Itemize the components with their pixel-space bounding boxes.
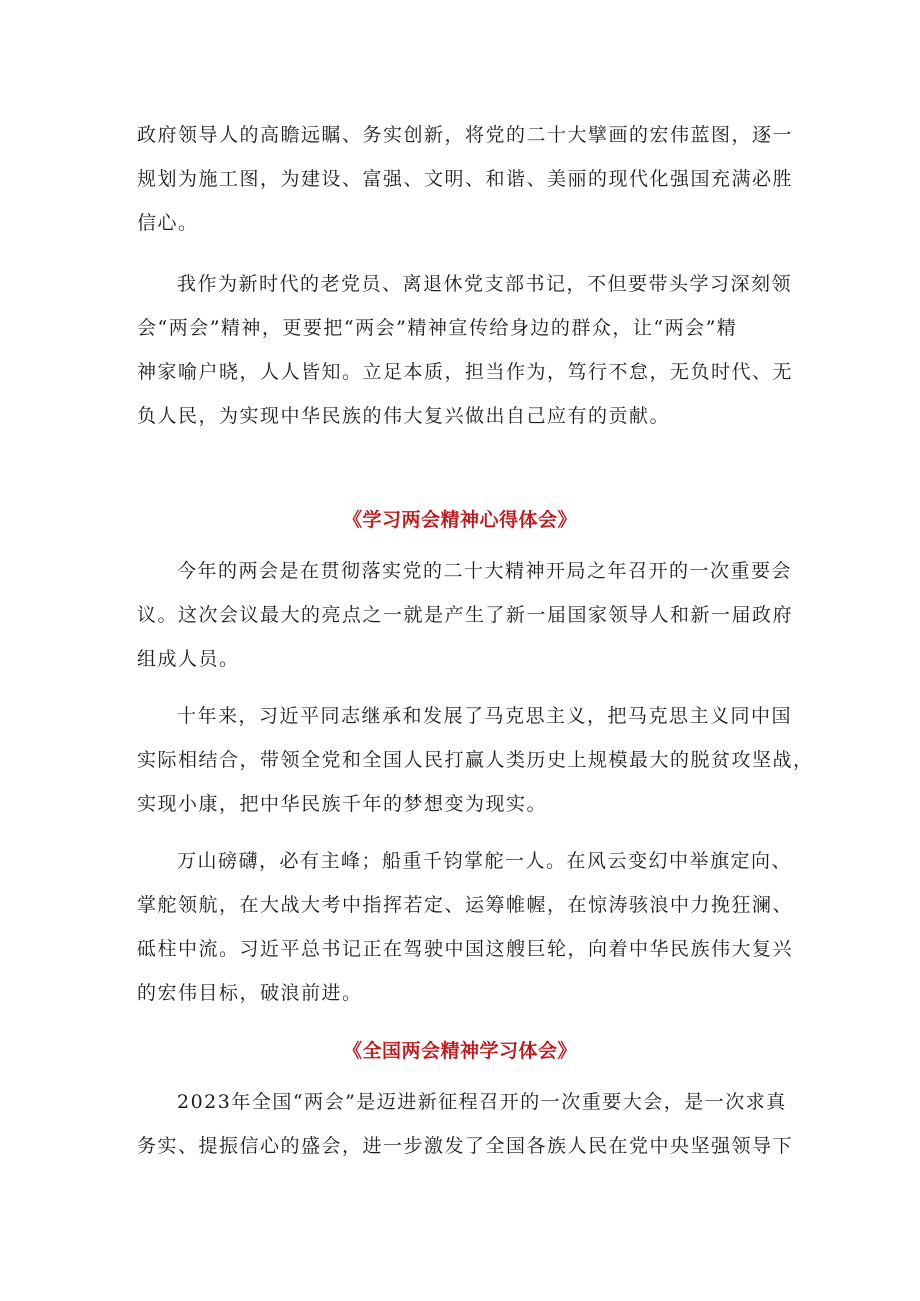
paragraph-2023-sessions (137, 1080, 794, 1168)
text-line: 负人民，为实现中华民族的伟大复兴做出自己应有的贡献。 (137, 405, 671, 427)
text-line: 砥柱中流。习近平总书记正在驾驶中国这艘巨轮，向着中华民族伟大复兴 (137, 938, 794, 960)
section-heading-study-experience: 《学习两会精神心得体会》 (342, 509, 577, 531)
paragraph-continuation (137, 113, 794, 245)
text-line: 组成人员。 (137, 648, 240, 670)
text-line: 我作为新时代的老党员、离退休党支部书记，不但要带头学习深刻领 (177, 273, 793, 295)
text-line: 议。这次会议最大的亮点之一就是产生了新一届国家领导人和新一届政府 (137, 604, 794, 626)
text-line: 掌舵领航，在大战大考中指挥若定、运筹帷幄，在惊涛骇浪中力挽狂澜、 (137, 894, 794, 916)
text-line: 2023年全国“两会”是迈进新征程召开的一次重要大会，是一次求真 (177, 1091, 787, 1113)
text-line: 会“两会”精神，更要把“两会”精神宣传给身边的群众，让“两会”精 (137, 317, 738, 339)
paragraph-ten-years (137, 694, 814, 826)
text-line: 神家喻户晓，人人皆知。立足本质，担当作为，笃行不怠，无负时代、无 (137, 361, 794, 383)
text-line: 实现小康，把中华民族千年的梦想变为现实。 (137, 793, 548, 815)
text-line: 万山磅礴，必有主峰；船重千钧掌舵一人。在风云变幻中举旗定向、 (177, 850, 793, 872)
paragraph-party-member (137, 262, 794, 438)
text-line: 实际相结合，带领全党和全国人民打赢人类历史上规模最大的脱贫攻坚战， (137, 749, 814, 771)
text-line: 务实、提振信心的盛会，进一步激发了全国各族人民在党中央坚强领导下 (137, 1135, 794, 1157)
text-line: 信心。 (137, 212, 199, 234)
text-line: 十年来，习近平同志继承和发展了马克思主义，把马克思主义同中国 (177, 705, 793, 727)
section-heading-national-sessions: 《全国两会精神学习体会》 (342, 1040, 577, 1062)
paragraph-mountains (137, 839, 794, 1015)
text-line: 今年的两会是在贯彻落实党的二十大精神开局之年召开的一次重要会 (177, 560, 793, 582)
text-line: 规划为施工图，为建设、富强、文明、和谐、美丽的现代化强国充满必胜 (137, 168, 794, 190)
text-line: 政府领导人的高瞻远瞩、务实创新，将党的二十大擘画的宏伟蓝图，逐一 (137, 124, 794, 146)
text-line: 的宏伟目标，破浪前进。 (137, 982, 363, 1004)
paragraph-two-sessions (137, 549, 794, 681)
